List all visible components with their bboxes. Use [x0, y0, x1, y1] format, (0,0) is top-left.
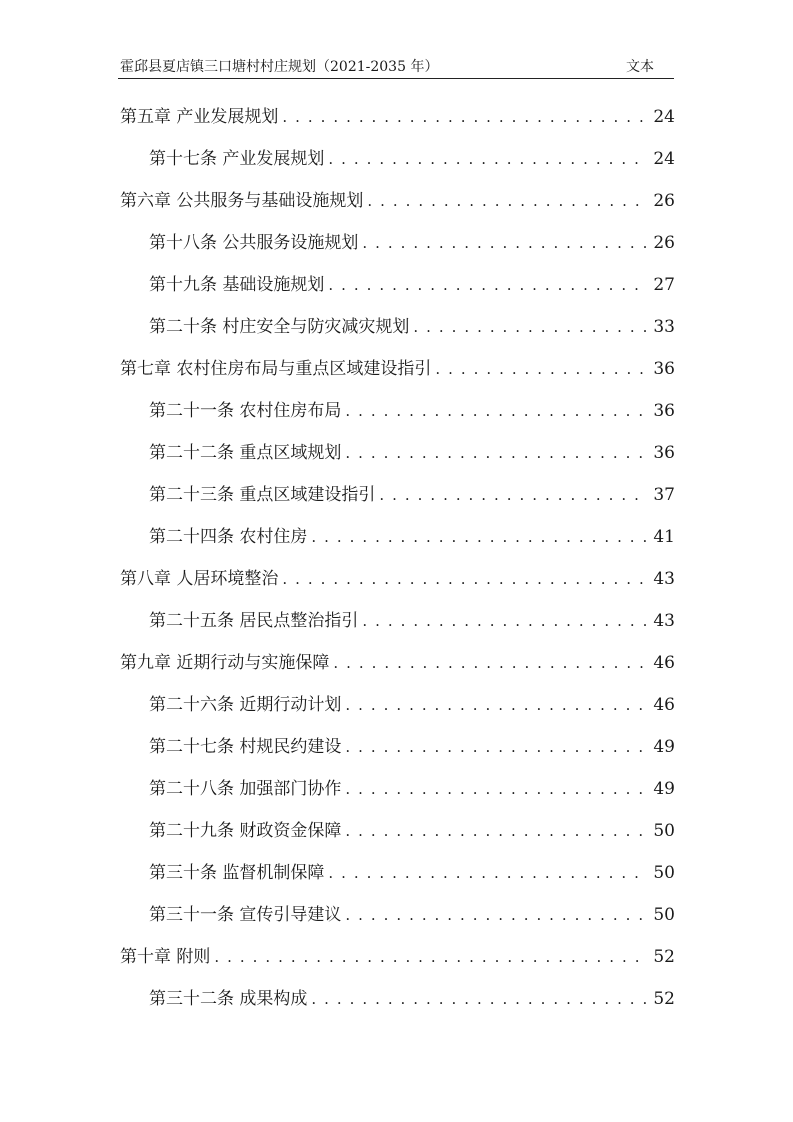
- toc-entry-page: 36: [653, 359, 675, 379]
- toc-entry-label: 第三十二条 成果构成: [149, 989, 308, 1009]
- toc-entry-label: 第五章 产业发展规划: [120, 107, 279, 127]
- dot-leader: [413, 314, 647, 340]
- dot-leader: [345, 692, 647, 718]
- toc-entry-chapter[interactable]: [120, 104, 675, 130]
- toc-entry-article[interactable]: [149, 398, 675, 424]
- toc-entry-label: 第三十一条 宣传引导建议: [149, 905, 342, 925]
- toc-entry-article[interactable]: [149, 146, 675, 172]
- dot-leader: [435, 356, 647, 382]
- toc-entry-label: 第七章 农村住房布局与重点区域建设指引: [120, 359, 432, 379]
- toc-entry-page: 50: [653, 905, 675, 925]
- toc-entry-chapter[interactable]: [120, 566, 675, 592]
- dot-leader: [367, 188, 647, 214]
- toc-entry-label: 第二十条 村庄安全与防灾减灾规划: [149, 317, 410, 337]
- dot-leader: [379, 482, 647, 508]
- toc-entry-page: 26: [653, 233, 675, 253]
- toc-entry-label: 第八章 人居环境整治: [120, 569, 279, 589]
- dot-leader: [311, 986, 647, 1012]
- toc-entry-article[interactable]: [149, 692, 675, 718]
- dot-leader: [328, 860, 647, 886]
- dot-leader: [328, 272, 647, 298]
- toc-entry-label: 第二十三条 重点区域建设指引: [149, 485, 376, 505]
- toc-entry-page: 50: [653, 863, 675, 883]
- toc-entry-article[interactable]: [149, 482, 675, 508]
- toc-entry-article[interactable]: [149, 524, 675, 550]
- dot-leader: [282, 566, 647, 592]
- toc-entry-chapter[interactable]: [120, 944, 675, 970]
- toc-entry-article[interactable]: [149, 734, 675, 760]
- toc-entry-article[interactable]: [149, 818, 675, 844]
- toc-entry-label: 第九章 近期行动与实施保障: [120, 653, 330, 673]
- toc-entry-label: 第三十条 监督机制保障: [149, 863, 325, 883]
- dot-leader: [345, 440, 647, 466]
- toc-entry-page: 36: [653, 401, 675, 421]
- toc-entry-page: 43: [653, 569, 675, 589]
- toc-entry-page: 49: [653, 737, 675, 757]
- toc-entry-article[interactable]: [149, 860, 675, 886]
- header-title: 霍邱县夏店镇三口塘村村庄规划（2021-2035 年）: [120, 59, 439, 75]
- toc-entry-label: 第二十六条 近期行动计划: [149, 695, 342, 715]
- toc-entry-page: 36: [653, 443, 675, 463]
- toc-entry-page: 49: [653, 779, 675, 799]
- dot-leader: [362, 230, 647, 256]
- toc-entry-article[interactable]: [149, 272, 675, 298]
- toc-entry-article[interactable]: [149, 440, 675, 466]
- header-section-label: 文本: [626, 59, 654, 75]
- toc-entry-page: 52: [653, 947, 675, 967]
- dot-leader: [362, 608, 647, 634]
- toc-entry-article[interactable]: [149, 986, 675, 1012]
- dot-leader: [345, 734, 647, 760]
- toc-entry-label: 第十八条 公共服务设施规划: [149, 233, 359, 253]
- dot-leader: [345, 776, 647, 802]
- toc-entry-article[interactable]: [149, 608, 675, 634]
- toc-entry-page: 41: [653, 527, 675, 547]
- toc-entry-page: 50: [653, 821, 675, 841]
- toc-entry-chapter[interactable]: [120, 356, 675, 382]
- dot-leader: [214, 944, 647, 970]
- toc-entry-article[interactable]: [149, 314, 675, 340]
- toc-entry-page: 52: [653, 989, 675, 1009]
- toc-entry-label: 第二十九条 财政资金保障: [149, 821, 342, 841]
- toc-entry-page: 37: [653, 485, 675, 505]
- toc-entry-page: 43: [653, 611, 675, 631]
- dot-leader: [345, 902, 647, 928]
- toc-entry-chapter[interactable]: [120, 188, 675, 214]
- toc-entry-label: 第二十七条 村规民约建设: [149, 737, 342, 757]
- toc-entry-page: 26: [653, 191, 675, 211]
- dot-leader: [345, 398, 647, 424]
- toc-entry-page: 46: [653, 695, 675, 715]
- toc-entry-label: 第二十四条 农村住房: [149, 527, 308, 547]
- toc-entry-label: 第二十一条 农村住房布局: [149, 401, 342, 421]
- toc-entry-page: 24: [653, 107, 675, 127]
- toc-entry-article[interactable]: [149, 230, 675, 256]
- toc-entry-label: 第十七条 产业发展规划: [149, 149, 325, 169]
- toc-entry-article[interactable]: [149, 776, 675, 802]
- toc-entry-page: 33: [653, 317, 675, 337]
- toc-entry-page: 46: [653, 653, 675, 673]
- toc-entry-label: 第六章 公共服务与基础设施规划: [120, 191, 364, 211]
- toc-entry-page: 27: [653, 275, 675, 295]
- page-header: [118, 56, 674, 79]
- dot-leader: [345, 818, 647, 844]
- dot-leader: [333, 650, 647, 676]
- toc-entry-label: 第二十五条 居民点整治指引: [149, 611, 359, 631]
- toc-entry-label: 第二十二条 重点区域规划: [149, 443, 342, 463]
- toc-entry-label: 第十章 附则: [120, 947, 211, 967]
- toc-entry-page: 24: [653, 149, 675, 169]
- dot-leader: [282, 104, 647, 130]
- dot-leader: [328, 146, 647, 172]
- toc-entry-article[interactable]: [149, 902, 675, 928]
- toc-entry-chapter[interactable]: [120, 650, 675, 676]
- toc-entry-label: 第十九条 基础设施规划: [149, 275, 325, 295]
- dot-leader: [311, 524, 647, 550]
- toc-entry-label: 第二十八条 加强部门协作: [149, 779, 342, 799]
